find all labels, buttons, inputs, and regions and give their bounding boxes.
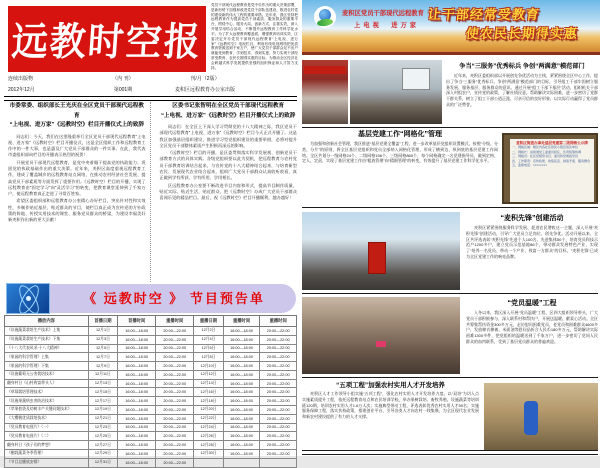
- table-cell: 12月25日: [88, 432, 117, 441]
- table-cell: 20:00—22:00: [156, 449, 194, 458]
- section-5: [302, 380, 479, 420]
- table-cell: 12月30日: [194, 449, 223, 458]
- table-cell: 《大樱桃优质栽培技术》: [5, 414, 89, 423]
- article-right-title: 区委书记张智明在全区党员干部现代远程教育 “上电视、进万家”《远教时空》栏目开播仪式上的致辞: [161, 103, 296, 119]
- pub-publisher: 麦积区远程教育办公室出版: [174, 87, 235, 93]
- table-cell: 《党员教育电视片》（一）: [5, 423, 89, 432]
- table-column-header: 重播时间: [223, 316, 260, 327]
- pub-issue: 第001期: [113, 87, 133, 93]
- table-cell: 20:00—22:00: [260, 406, 297, 415]
- table-cell: 16:00—18:00: [223, 414, 260, 423]
- table-cell: 16:00—18:00: [118, 449, 156, 458]
- table-column-header: 重播日期: [194, 316, 223, 327]
- table-cell: 16:00—18:00: [223, 370, 260, 379]
- table-cell: 12月29日: [88, 449, 117, 458]
- table-cell: 12月2日: [194, 327, 223, 336]
- table-cell: 20:00—22:00: [260, 362, 297, 371]
- table-cell: 《党员教育电视片》（二）: [5, 432, 89, 441]
- table-cell: 12月5日: [88, 344, 117, 353]
- table-cell: 12月1日: [88, 327, 117, 336]
- table-column-header: 重播时间: [260, 316, 297, 327]
- article-left: [8, 102, 146, 282]
- section-5-body: 麦积区人才工作领导小组实施“五项工程”，强化农村实用人才开发培养力度。以“双培”为切入点实施素质提升工程，依托远程教育站点和农民培训学校，举办果树栽培、畜牧养殖、设施蔬菜等培训班120期，培训农村实用人才1.6万人次；实施典型带动工程，评选表彰优秀农村实用人才50名；实施服务保障工程，落实扶持政策，搭建创业平台，引导各类人才向农村一线集聚，为全区现代农业发展和新农村建设提供了有力的人才支撑。: [302, 391, 479, 420]
- table-cell: 12月13日: [88, 379, 117, 388]
- plaque-line: 四、工作职责：宣传政策、收集民意、排查矛盾、服务群众: [512, 158, 591, 163]
- front-articles: [8, 102, 297, 282]
- table-cell: 16:00—18:00: [118, 406, 156, 415]
- table-cell: 16:00—18:00: [118, 458, 156, 467]
- table-cell: 20:00—22:00: [260, 441, 297, 450]
- table-row: [5, 353, 297, 362]
- table-cell: 20:00—22:00: [156, 406, 194, 415]
- table-cell: 《十八大代表风采·十八大精神》: [5, 344, 89, 353]
- table-cell: 16:00—18:00: [223, 406, 260, 415]
- section-2-body: 为加强和创新社会管理，我区推进“基层党建全覆盖”工程，进一步改革基层党组织设置模式，按照“分级、分类、分片”的原则，将全区基层党组织和党员全部纳入网格化管理，形成了横到边、纵到底的基层党建工作网络。全区共划分一级网格24个、二级网格156个、三级网格860个，每个网格确定一名党建指导员，做到定格、定人、定责，实现了基层党建工作由“粗放管理”向“精细管理”的转变，有效提升了基层党建工作科学化水平。: [302, 141, 498, 164]
- table-cell: 20:00—22:00: [156, 344, 194, 353]
- photo-opening-ceremony: [302, 60, 348, 124]
- table-cell: [194, 458, 223, 467]
- table-row: [5, 335, 297, 344]
- pub-date: 2012年12月: [8, 87, 35, 93]
- header-org-sub: 上电视 进万家: [354, 22, 420, 29]
- table-cell: 16:00—18:00: [223, 353, 260, 362]
- table-cell: 16:00—18:00: [118, 397, 156, 406]
- table-cell: 20:00—22:00: [156, 432, 194, 441]
- plaque-line: 五、监督电话：××××××××: [512, 163, 548, 168]
- table-cell: 20:00—22:00: [156, 388, 194, 397]
- pub-kind: （内 刊）: [112, 76, 134, 82]
- table-column-header: 重播时间: [156, 316, 194, 327]
- table-cell: 20:00—22:00: [156, 370, 194, 379]
- table-cell: 《草莓栽培管理技术》: [5, 388, 89, 397]
- masthead-divider: [4, 96, 297, 101]
- table-cell: 20:00—22:00: [156, 379, 194, 388]
- table-cell: 16:00—18:00: [118, 379, 156, 388]
- table-cell: 16:00—18:00: [223, 441, 260, 450]
- table-cell: 12月28日: [194, 441, 223, 450]
- table-cell: 20:00—22:00: [156, 458, 194, 467]
- section-1-body: 近年来，麦积区委组织部以开展创先争优活动为主线，紧紧围绕全区中心工作，提出了争当“三服务”优秀标兵、争创“两满意”模范部门的目标，引导组工干部牢固树立服务发展、服务基层、服务群众的意识。通过开展“组工干部下基层”活动，组织机关干部深入村组农户，宣传党的政策，了解社情民意，帮助解决实际困难，进一步密切了党群干群关系，树立了组工干部公道正派、可亲可信的良好形象，以实际行动赢得了党员群众的广泛赞誉。: [446, 73, 598, 108]
- table-cell: 12月15日: [88, 388, 117, 397]
- article-right: [159, 102, 297, 282]
- editorial-note: 党员干部现代远程教育是党中央作出的重大决策部署，是新形势下加强和改进党员干部队伍建设、推进农村党的建设新的伟大工程的重要举措。近年来，我区坚持把远程教育作为提高党员干部素质、服务群众的重要平台，围绕中心、服务大局，创新方式、注重实效，深入开展学用结合活动，不断提升远程教育工作科学化水平。为了扩大远程教育覆盖面，增强教育培训实效，区委决定开办党员干部现代远程教育“上电视、进万家”《远教时空》电视栏目，利用有线电视网络把优质教育资源送到千家万户，使广大党员干部群众足不出户就能受到教育、学到技术、得到实惠，努力实现干部经常受教育、农民长期得实惠的目标，为推动全区经济社会跨越式科学发展提供坚强的组织保证和人才智力支持。: [211, 3, 298, 70]
- section-1: [446, 61, 598, 108]
- publication-info: [8, 75, 256, 97]
- table-cell: 20:00—22:00: [260, 370, 297, 379]
- table-cell: 16:00—18:00: [118, 370, 156, 379]
- table-row: [5, 344, 297, 353]
- table-cell: 翻身村日《孩子们的梦想》: [5, 441, 89, 450]
- table-cell: 12月6日: [194, 344, 223, 353]
- table-cell: 12月9日: [88, 362, 117, 371]
- table-column-header: 首播时间: [118, 316, 156, 327]
- page-bottom-rule: [302, 450, 598, 455]
- table-cell: 16:00—18:00: [118, 344, 156, 353]
- section-2: [302, 129, 498, 164]
- table-cell: 12月22日: [194, 414, 223, 423]
- table-cell: 12月20日: [194, 406, 223, 415]
- pub-type: 连续出版物: [8, 76, 34, 82]
- table-cell: 20:00—22:00: [156, 335, 194, 344]
- article-left-title: 市委常委、组织部长王光庆在全区党员干部现代远程教育 “上电视、进万家”《远教时空》栏目开播仪式上的致辞: [9, 103, 144, 128]
- table-cell: 《设施果蔬病虫害防治技术》: [5, 397, 89, 406]
- table-cell: 16:00—18:00: [223, 379, 260, 388]
- table-cell: 16:00—18:00: [118, 335, 156, 344]
- slogan-line-2: 使农民长期得实惠: [465, 26, 579, 41]
- program-schedule-table: [4, 315, 297, 468]
- section-3-body: 麦积区紧紧围绕服务科学发展、促进农民增收这一主题，深入开展“麦积先锋”创建活动，引导广大党员立足岗位、创先争优。活动开展以来，全区共评选表彰“麦积先锋”先进个人100名、先进集体50个，培育党员科技示范户1200多户，建立党员示范基地86个，带动群众发展特色产业，实现了“培养一名党员、带动一个产业、致富一方群众”的目标，“麦积先锋”已成为全区党建工作的响亮品牌。: [466, 225, 598, 260]
- table-row: [5, 327, 297, 336]
- section-divider: [302, 127, 598, 128]
- table-cell: 16:00—18:00: [223, 423, 260, 432]
- table-cell: 20:00—22:00: [260, 397, 297, 406]
- table-cell: 12月12日: [194, 370, 223, 379]
- section-4-title: “党员温暖”工程: [507, 300, 557, 307]
- table-row: [5, 441, 297, 450]
- table-cell: 20:00—22:00: [260, 344, 297, 353]
- table-cell: 16:00—18:00: [223, 397, 260, 406]
- table-header-row: [5, 316, 297, 327]
- plaque-line: 三、网格员：社区党组织书记、委员和党建指导员: [512, 154, 579, 159]
- table-cell: 12月7日: [88, 353, 117, 362]
- table-cell: 16:00—18:00: [118, 388, 156, 397]
- section-4-body: 入冬以来，我区深入开展“党员温暖”工程，区四大组织领导带头，广大党员干部积极参与，深入联系村和帮扶户，开展送温暖、献爱心活动。全区共筹集帮扶资金300多万元，走访慰问困难党员、老党员和困难群众4600多户，发放棉衣棉被、米面油等慰问品折合人民币180多万元，帮助解决实际困难1300多件，把党组织的温暖送到了千家万户，进一步密切了党同人民群众的血肉联系，受到了基层党员群众的普遍欢迎。: [466, 310, 598, 345]
- section-5-title: “五项工程”加强农村实用人才开发培养: [336, 382, 445, 389]
- table-cell: 20:00—22:00: [260, 449, 297, 458]
- table-row: [5, 449, 297, 458]
- table-column-header: 播放内容: [5, 316, 89, 327]
- table-cell: 12月17日: [88, 397, 117, 406]
- table-cell: 16:00—18:00: [223, 335, 260, 344]
- table-cell: 20:00—22:00: [156, 441, 194, 450]
- table-cell: 12月14日: [194, 379, 223, 388]
- atom-icon: [6, 283, 50, 314]
- article-right-body: 同志们：在全区上下深入学习贯彻党的十八大精神之际，我区党员干部现代远程教育“上电视、进万家”《远教时空》栏目今天正式开播了。这是我区加强基层组织建设、推进学习型党组织建设的重要举措，必将对提升全区党员干部整体素质产生积极而深远的影响。 《远教时空》栏目的开播，是区委贯彻落实科学发展观、创新党员干部教育方式的具体实践。各级党组织要以此为契机，把远程教育与农村党员干部教育培训结合起来，与宣传党的十八大精神结合起来，与培育新型农民、发展现代农业结合起来，组织广大党员干部群众认真收听收看，真正做到学有所获、学有所用、学用相长。 区远程教育办公室要不断改进节目内容和形式，提高节目制作质量，贴近实际、贴近生活、贴近群众，把《远教时空》办成广大党员干部群众喜闻乐见的精品栏目。最后，祝《远教时空》栏目开播顺利，越办越好！: [159, 124, 297, 201]
- table-cell: 20:00—22:00: [156, 397, 194, 406]
- masthead: [8, 6, 206, 72]
- table-cell: 16:00—18:00: [118, 423, 156, 432]
- table-cell: 16:00—18:00: [223, 362, 260, 371]
- section-4: [466, 298, 598, 345]
- table-cell: [260, 458, 297, 467]
- photo-field-training: [484, 383, 598, 450]
- table-cell: [223, 458, 260, 467]
- table-cell: 20:00—22:00: [156, 353, 194, 362]
- plaque-heading: 麦积区街道办事处基层党建第二级网格公示牌: [516, 141, 588, 145]
- photo-pennant-award: [302, 212, 460, 290]
- table-cell: 12月24日: [194, 423, 223, 432]
- table-row: [5, 397, 297, 406]
- table-cell: 《果园的科学管理》下集: [5, 362, 89, 371]
- table-cell: 20:00—22:00: [260, 335, 297, 344]
- table-cell: 20:00—22:00: [260, 432, 297, 441]
- section-1-title: 争当“三服务”优秀标兵 争创“两满意”模范部门: [459, 63, 585, 70]
- table-cell: 《节目总播放安排》: [5, 458, 89, 467]
- table-cell: 《设施蔬菜栽培生产技术》下集: [5, 335, 89, 344]
- table-cell: 16:00—18:00: [223, 432, 260, 441]
- table-row: [5, 414, 297, 423]
- table-cell: 20:00—22:00: [260, 423, 297, 432]
- header-bottom-bar: [302, 52, 600, 55]
- table-cell: 12月18日: [194, 397, 223, 406]
- table-cell: 20:00—22:00: [156, 423, 194, 432]
- table-cell: 12月11日: [88, 370, 117, 379]
- table-cell: 《设施葡萄无公害栽培技术》: [5, 370, 89, 379]
- table-cell: 16:00—18:00: [118, 414, 156, 423]
- photo-warmth-visit: [302, 297, 460, 374]
- table-cell: 16:00—18:00: [118, 362, 156, 371]
- table-row: [5, 432, 297, 441]
- photo-network-plaque: [502, 133, 598, 204]
- table-row: [5, 406, 297, 415]
- table-cell: 16:00—18:00: [118, 327, 156, 336]
- table-row: [5, 423, 297, 432]
- table-row: [5, 362, 297, 371]
- table-row: [5, 379, 297, 388]
- header-org-line: 麦积区党员干部现代远程教育: [342, 10, 424, 17]
- column-divider: [150, 102, 160, 282]
- table-cell: 16:00—18:00: [118, 353, 156, 362]
- table-cell: 12月8日: [194, 353, 223, 362]
- section-2-title: 基层党建工作“网格化”管理: [358, 131, 442, 138]
- table-cell: 12月10日: [194, 362, 223, 371]
- section-divider: [302, 207, 598, 208]
- table-cell: 《苹果套袋及幼树丰产关键问题技术》: [5, 406, 89, 415]
- table-cell: 12月3日: [88, 335, 117, 344]
- table-cell: 20:00—22:00: [260, 379, 297, 388]
- table-cell: 《设施蔬菜栽培生产技术》上集: [5, 327, 89, 336]
- pub-frequency: 刊/月（2版）: [190, 76, 220, 82]
- table-column-header: 首播日期: [88, 316, 117, 327]
- table-cell: 12月19日: [88, 406, 117, 415]
- masthead-title: 远教时空报: [10, 19, 204, 65]
- plaque-lines: [512, 145, 592, 168]
- table-row: [5, 458, 297, 467]
- table-cell: 20:00—22:00: [260, 414, 297, 423]
- table-cell: 20:00—22:00: [156, 327, 194, 336]
- table-cell: 12月23日: [88, 423, 117, 432]
- table-cell: 《棚栽蔬菜冬季管理》: [5, 449, 89, 458]
- section-3: [466, 213, 598, 260]
- table-cell: 20:00—22:00: [260, 353, 297, 362]
- table-cell: 20:00—22:00: [260, 388, 297, 397]
- table-row: [5, 388, 297, 397]
- schedule-banner-title: 《 远教时空 》 节目预告单: [83, 291, 265, 306]
- table-cell: 16:00—18:00: [223, 327, 260, 336]
- table-cell: 12月31日: [88, 458, 117, 467]
- table-cell: 20:00—22:00: [156, 414, 194, 423]
- section-divider: [302, 377, 598, 378]
- photo-conference-room: [350, 60, 442, 124]
- table-cell: 12月26日: [194, 432, 223, 441]
- distance-education-logo-icon: [314, 6, 336, 28]
- plaque-line: 一、网格区域：辖区内各社区居民小组及驻区单位: [512, 145, 579, 150]
- table-cell: 16:00—18:00: [223, 388, 260, 397]
- table-cell: 《果园的科学管理》上集: [5, 353, 89, 362]
- table-cell: 翻身村日《山村致富带头人》: [5, 379, 89, 388]
- table-cell: 12月16日: [194, 388, 223, 397]
- table-cell: 12月21日: [88, 414, 117, 423]
- table-cell: 12月27日: [88, 441, 117, 450]
- section-3-title: “麦积先锋”创建活动: [500, 215, 564, 222]
- table-row: [5, 370, 297, 379]
- table-cell: 16:00—18:00: [118, 432, 156, 441]
- table-cell: 20:00—22:00: [260, 327, 297, 336]
- slogan-line-1: 让干部经常受教育: [427, 7, 541, 22]
- table-cell: 16:00—18:00: [223, 449, 260, 458]
- right-page-header: [302, 0, 600, 55]
- table-cell: 12月4日: [194, 335, 223, 344]
- table-cell: 16:00—18:00: [223, 344, 260, 353]
- article-left-body: 同志们：今天，我们在这里隆重举行全区党员干部现代远程教育“上电视、进万家”《远教时空》栏目开播仪式，这是全区组织工作和远程教育工作中的一件大事，也是惠及广大党员干部群众的一件实事。在此，我代表市委组织部向栏目的开播表示热烈的祝贺！ 开展党员干部现代远程教育，是党中央着眼于提高党的执政能力、巩固党的执政基础作出的重大决策。近年来，麦积区高度重视远程教育工作，建成了覆盖城乡的远程教育站点网络，在推动农村经济社会发展、提高党员干部素质等方面发挥了重要作用。《远教时空》栏目的开播，实现了远程教育由“固定学习”向“灵活学习”的转变，把教育课堂延伸到了千家万户，使远程教育真正走进了寻常百姓家。 希望区委组织部和远程教育办公室精心办好栏目，突出针对性和实效性，多制作贴近基层、贴近群众的节目，使栏目真正成为宣传党的方针政策的阵地、传授实用技术的课堂、服务党员群众的桥梁，为建设幸福美好新麦积作出新的更大贡献！: [8, 133, 146, 223]
- table-cell: 20:00—22:00: [156, 362, 194, 371]
- table-cell: 16:00—18:00: [118, 441, 156, 450]
- plaque-line: 二、网格长：由街道党工委委员担任，负责统筹协调: [512, 149, 582, 154]
- section-divider: [302, 293, 598, 294]
